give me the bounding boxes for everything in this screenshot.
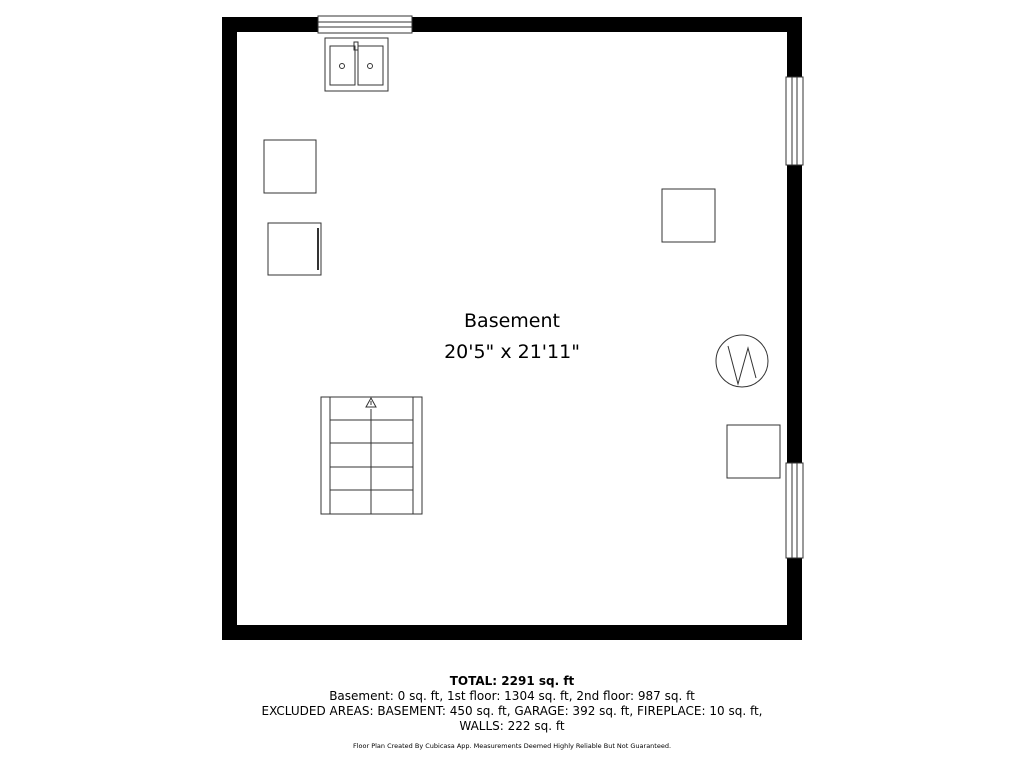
double-sink-icon [325,38,388,91]
room-name: Basement [464,310,560,332]
total-area: TOTAL: 2291 sq. ft [449,674,575,688]
credit-note: Floor Plan Created By Cubicasa App. Measurements Deemed Highly Reliable But Not Guaranteed. [352,742,672,750]
room-dimensions: 20'5" x 21'11" [444,341,580,363]
floor-areas: Basement: 0 sq. ft, 1st floor: 1304 sq. ft, 2nd floor: 987 sq. ft [329,689,695,703]
window-right-lower [786,463,803,558]
appliance-box-2 [268,223,321,275]
excluded-areas: EXCLUDED AREAS: BASEMENT: 450 sq. ft, GARAGE: 392 sq. ft, FIREPLACE: 10 sq. ft, [261,704,763,718]
appliance-box-3 [662,189,715,242]
window-right-upper [786,77,803,165]
stairs-icon [321,397,422,514]
water-heater-icon [716,335,768,387]
appliance-box-4 [727,425,780,478]
walls-area: WALLS: 222 sq. ft [459,719,565,733]
appliance-box-1 [264,140,316,193]
window-top [318,16,412,33]
